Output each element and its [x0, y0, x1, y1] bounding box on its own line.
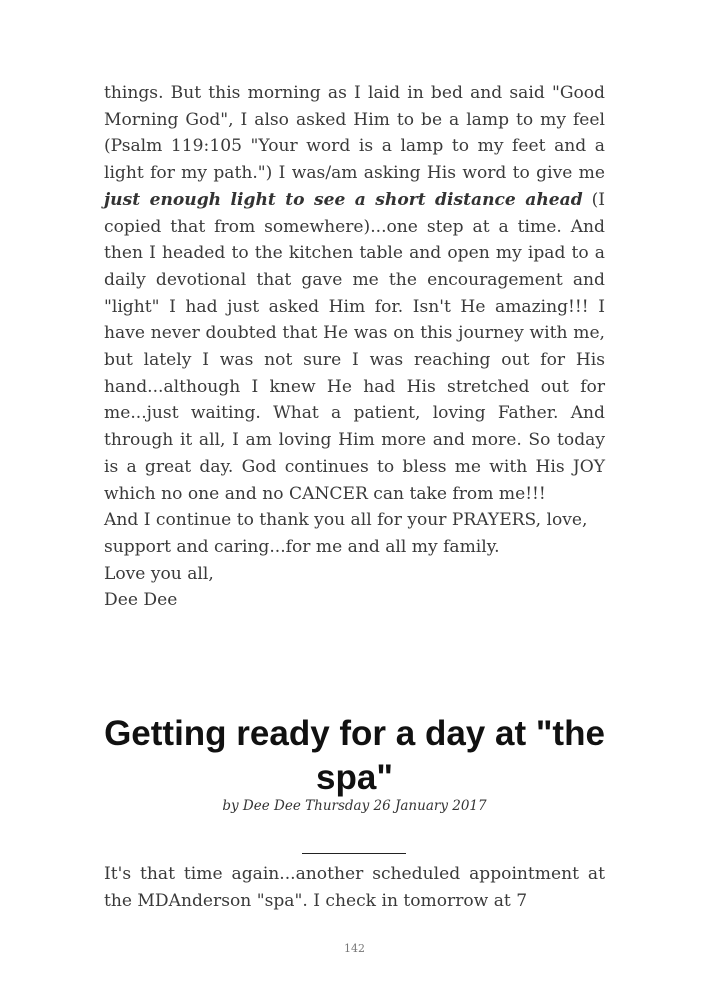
post-body-text: things. But this morning as I laid in bed and said "Good Morning God", I also asked Him to be a lamp to my feel (Psalm 119:105 "Your word is a lamp to my feet and a light for my path.") I was/am asking His word to give me: [104, 83, 605, 184]
post-body-continued: [104, 80, 605, 614]
title-divider: [302, 853, 406, 854]
closing-line: Love you all,: [104, 563, 214, 584]
thanks-line: And I continue to thank you all for your PRAYERS, love, support and caring...for me and all my family.: [104, 510, 588, 557]
post-body: It's that time again...another scheduled appointment at the MDAnderson "spa". I check in tomorrow at 7: [104, 864, 605, 911]
page-number: 142: [344, 942, 365, 955]
post-byline: by Dee Dee Thursday 26 January 2017: [222, 798, 487, 814]
post-body-text-continued: (I copied that from somewhere)...one step at a time. And then I headed to the kitchen table and open my ipad to a daily devotional that gave me the encouragement and "light" I had just asked Him for. Isn't He amazing!!! I have never doubted that He was on this journey with me, but lately I was not sure I was reaching out for His hand...although I knew He had His stretched out for me...just waiting. What a patient, loving Father. And through it all, I am loving Him more and more. So today is a great day. God continues to bless me with His JOY which no one and no CANCER can take from me!!!: [104, 189, 605, 504]
signature: Dee Dee: [104, 590, 178, 611]
post-title: Getting ready for a day at "the spa": [104, 714, 605, 797]
emphasized-phrase: just enough light to see a short distance ahead: [104, 189, 583, 210]
